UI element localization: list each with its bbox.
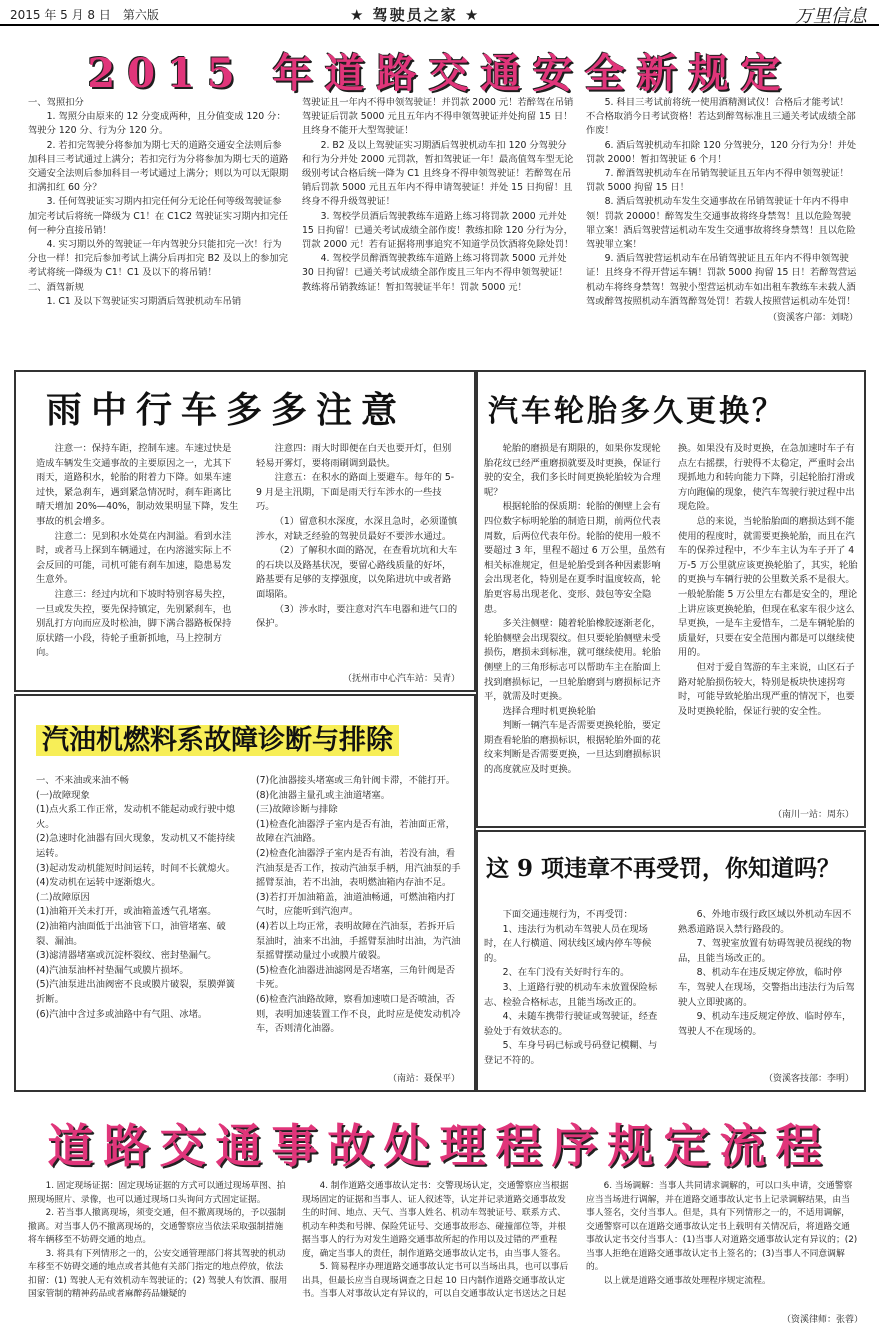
paragraph: 4. 制作道路交通事故认定书：交警现场认定，交通警察应当根据现场固定的证据和当事人、证人叙述等，认定并记录道路交通事故发生的时间、地点、天气、当事人姓名、机动车驾驶证号、联系方式、机动车种类和号牌、保险凭证号、交通事故形态、碰撞部位等，并根据当事人的行为对发生道路交通事故所起的作用以及过错的严重程度，确定当事人的责任，制作道路交通事故认定书，由当事人签名。	[302, 1181, 569, 1259]
nine-article	[476, 830, 866, 1092]
paragraph: 1、违法行为机动车驾驶人员在现场时，在人行横道、网状线区域内停车等候的。	[484, 923, 652, 964]
paragraph: 但对于爱自驾游的车主来说，山区石子路对轮胎损伤较大，特别是板块快速拐弯时，可能导致轮胎出现严重的情况下，也要及时更换轮胎，保证行驶的安全性。	[678, 661, 855, 717]
paragraph: 总的来说，当轮胎胎面的磨损达到不能使用的程度时，就需要更换轮胎，而且在汽车的保养过程中，不少车主认为车子开了 4 万-5 万公里就应该更换轮胎了，其实，轮胎的更换与车辆行驶的公里数关系不是很大。一般轮胎能 5 万公里左右都是安全的，理论上讲应该更换轮胎，但现在私家车很少这么早更换，一是车主爱惜车，二是车辆轮胎的质量好，只要在安全范围内都是可以继续使用的。	[678, 515, 858, 659]
paragraph: 3. 驾校学员酒后驾驶教练车道路上练习将罚款 2000 元并处 15 日拘留！已通关考试成绩全部作废！教练扣除 120 分行为分，罚款 2000 元！若有证据将刑事追究不知道学员饮酒将免除处罚！	[302, 210, 574, 251]
paragraph: (4)若以上均正常，表明故障在汽油泵，若拆开后泵油时，油来不出油，手摇臂泵油时出油，为汽油泵摇臂摆动量过小或膜片破裂。	[256, 920, 461, 962]
paragraph: 2. 若当事人撤离现场，须变交通，但不撤离现场的，予以强制撤离。对当事人仍不撤离现场的，交通警察应当依法采取强制措施将车辆移至不妨碍交通的地点。	[28, 1208, 286, 1245]
paragraph: (4)发动机在运转中逐渐熄火。	[36, 877, 161, 889]
nine-title: 这 9 项违章不再受罚，你知道吗？	[486, 855, 841, 882]
paragraph: 选择合理时机更换轮胎	[502, 705, 596, 717]
paragraph: 5. 科目三考试前将统一使用酒精测试仪！合格后才能考试！不合格取消今日考试资格！若达到醉驾标准且三通关考试成绩全部作废！	[586, 97, 856, 137]
fuel-title-text: 汽油机燃料系故障诊断与排除	[36, 725, 399, 756]
paragraph: (1)点火系工作正常，发动机不能起动或行驶中熄火。	[36, 804, 236, 830]
paragraph: 4、未随车携带行驶证或驾驶证，经查验处于有效状态的。	[484, 1011, 658, 1037]
accident-col1	[28, 1180, 290, 1302]
header-section: ★ 驾驶员之家 ★	[350, 6, 481, 24]
paragraph: (3)起动发动机能短时间运转，时间不长就熄火。	[36, 862, 236, 874]
paragraph: 注意五：在积水的路面上要避车。每年的 5-9 月是主汛期，下面是雨天行车涉水的一些技巧。	[256, 472, 455, 513]
paragraph: 以上就是道路交通事故处理程序规定流程。	[603, 1275, 771, 1286]
paragraph: 2. 若扣完驾驶分将参加为期七天的道路交通安全法则后参加科目三考试通过上满分；若扣完行为分将参加为期七天的道路交通安全法则后参加科目一考试通过上满分；则以为可以无限期扣满扣红 60 分？	[28, 139, 289, 194]
paragraph: 注意四：雨大时即便在白天也要开灯，但别轻易开雾灯，要将雨刷调到最快。	[256, 443, 452, 469]
paragraph: 6、外地市级行政区域以外机动车因不熟悉道路误入禁行路段的。	[678, 909, 852, 935]
rules-col1	[28, 96, 290, 368]
nine-col2	[678, 908, 860, 1039]
page-header	[0, 0, 879, 26]
rain-title: 雨中行车多多注意	[46, 389, 407, 431]
paragraph: (3)滤清器堵塞或沉淀杯裂纹、密封垫漏气。	[36, 950, 217, 962]
banner-new-rules: 2015 年道路交通安全新规定	[87, 50, 793, 97]
paragraph: 一、驾照扣分	[28, 97, 84, 108]
paragraph: 7、驾驶室放置有妨碍驾驶员视线的物品，且能当场改正的。	[678, 938, 852, 964]
paragraph: (1)检查化油器浮子室内是否有油，若油面正常，故障在汽油路。	[256, 818, 456, 845]
tire-article	[476, 370, 866, 828]
paragraph: 换。如果没有及时更换，在急加速时车子有点左右摇摆，行驶得不太稳定，严重时会出现抓地力和转向能力下降，引起轮胎打滑或方向跑偏的现象，使汽车驾驶行驶过程中出现危险。	[678, 443, 855, 513]
paragraph: 4. 驾校学员醉酒驾驶教练车道路上练习将罚款 5000 元并处 30 日拘留！已通关考试成绩全部作废且三年内不得申领驾驶证！教练将吊销教练证！暂扣驾驶证半年！罚款 5000 元！	[302, 253, 568, 293]
paragraph: 判断一辆汽车是否需要更换轮胎，要定期查看轮胎的磨损标识，根据轮胎外面的花纹来判断是否需要更换，一旦达到磨损标识的高度就应及时更换。	[484, 720, 661, 776]
tire-title: 汽车轮胎多久更换？	[488, 394, 785, 429]
rain-col2	[256, 442, 460, 632]
paragraph: 轮胎的磨损是有期限的，如果你发现轮胎花纹已经严重磨损就要及时更换，保证行驶的安全，我们多长时间更换轮胎较为合理呢？	[484, 443, 661, 498]
paragraph: 下面交通违规行为，不再受罚：	[502, 909, 633, 920]
paragraph: (1)油箱开关未打开，或油箱盖透气孔堵塞。	[36, 906, 217, 918]
paragraph: 1. 固定现场证据：固定现场证据的方式可以通过现场草图、拍照现场照片、录像，也可以通过现场口头询问方式固定证据。	[28, 1181, 286, 1205]
paragraph: 驾驶证且一年内不得申领驾驶证！并罚款 2000 元！若醉驾在吊销驾驶证后罚款 5000 元且五年内不得申领驾驶证并处拘留 15 日！且终身不能开大型驾驶证！	[302, 97, 574, 137]
accident-col2	[302, 1180, 574, 1302]
tire-credit: （南川一站：周东）	[772, 810, 854, 820]
paragraph: 1. C1 及以下驾驶证实习期酒后驾驶机动车吊销	[46, 295, 242, 307]
paragraph: 6. 当场调解：当事人共同请求调解的，可以口头申请，交通警察应当当场进行调解，并在道路交通事故认定书上记录调解结果，由当事人签名，交付当事人。但是，具有下列情形之一的，不适用调解，交通警察可以在道路交通事故认定书上载明有关情况后，将道路交通事故认定书交付当事人：(1)当事人对道路交通事故认定有异议的；(2)当事人拒绝在道路交通事故认定书上签名的；(3)当事人不同意调解的。	[586, 1181, 858, 1272]
paragraph: 3. 将具有下列情形之一的，公安交通管理部门将其驾驶的机动车移至不妨碍交通的地点或者其他有关部门指定的地点停放，依法扣留：(1) 驾驶人无有效机动车驾驶证的；(2) 驾驶人有饮酒、服用国家管制的精神药品或者麻醉药品嫌疑的	[28, 1248, 288, 1299]
paragraph: （1）留意积水深度，水深且急时，必须谨慎涉水，对缺乏经验的驾驶员最好不要涉水通过。	[256, 515, 458, 542]
paragraph: (5)检查化油器进油滤网是否堵塞，三角针阀是否卡死。	[256, 964, 456, 991]
paragraph: 一、不来油或来油不畅	[36, 775, 129, 786]
paragraph: 8. 酒后驾驶机动车发生交通事故在吊销驾驶证十年内不得申领！罚款 20000！醉驾发生交通事故将终身禁驾！且以危险驾驶罪立案！酒后驾驶营运机动车发生交通事故将终身禁驾！且以危险驾驶罪立案！	[586, 196, 856, 251]
article-credit: （资溪客户部：刘晓）	[767, 313, 858, 324]
paragraph: (一)故障现象	[36, 789, 90, 801]
paragraph: 9. 酒后驾驶营运机动车在吊销驾驶证且五年内不得申领驾驶证！且终身不得开营运车辆！罚款 5000 拘留 15 日！若醉驾营运机动车将终身禁驾！驾驶小型营运机动车如出租车教练车未载人酒驾或醉驾按照机动车酒驾醉驾处罚！若载人按照营运机动车处罚！	[586, 253, 857, 307]
paragraph: 注意二：见到积水处莫在内洞溢。看到水洼时，或者马上探到车辆通过，在内溶滋实际上不会反回的可能，司机可能有刹车加速，隐患易发生意外。	[36, 530, 232, 586]
tire-col2	[678, 442, 860, 719]
paragraph: (3)若打开加油箱盖，油道油畅通，可燃油箱内打气时，应能听到汽泡声。	[256, 891, 456, 918]
accident-col3	[586, 1180, 858, 1288]
nine-credit: （资溪客技部：李明）	[763, 1074, 854, 1084]
fuel-article	[14, 694, 476, 1092]
fuel-title	[36, 718, 399, 757]
banner-accident-process: 道路交通事故处理程序规定流程	[47, 1119, 832, 1173]
paragraph: 2. B2 及以上驾驶证实习期酒后驾驶机动车扣 120 分驾驶分和行为分并处 2000 元罚款，暂扣驾驶证一年！最高值驾车型无论级别考试合格后统一降为 C1 且终身不得申领驾驶证！若醉驾在吊销后罚款 5000 元且五年内不得申请驾驶证！并处 15 日拘留！且终身不得升级驾驶证！	[302, 139, 574, 208]
paragraph: (7)化油器接头堵塞或三角针阀卡滞，不能打开。	[256, 775, 456, 786]
paragraph: 注意一：保持车距，控制车速。车速过快是造成车辆发生交通事故的主要原因之一，尤其下雨天，道路积水，轮胎的附着力下降。如果车速过快，紧急刹车，遇到紧急情况时，刹车距离比晴天增加 20%—40%，制动效果明显下降，发生事故的机会增多。	[36, 443, 239, 527]
rain-col1	[36, 442, 240, 661]
paragraph: （3）涉水时，要注意对汽车电器和进气口的保护。	[256, 603, 458, 630]
rules-col2	[302, 96, 574, 368]
nine-col1	[484, 908, 666, 1069]
paragraph: (二)故障原因	[36, 891, 90, 903]
rules-col3	[586, 96, 858, 368]
paragraph: (2)油箱内油面低于出油管下口，油管堵塞、破裂、漏油。	[36, 920, 226, 947]
header-masthead: 万里信息	[795, 6, 867, 27]
paragraph: (2)急速时化油器有回火现象，发动机又不能持续运转。	[36, 833, 236, 859]
paragraph: 1. 驾照分由原来的 12 分变成两种，且分值变成 120 分：驾驶分 120 分、行为分 120 分。	[28, 111, 286, 137]
paragraph: 9、机动车违反规定停放、临时停车，驾驶人不在现场的。	[678, 1011, 852, 1037]
paragraph: (4)汽油泵油杯衬垫漏气或膜片损坏。	[36, 964, 189, 976]
fuel-col1	[36, 774, 242, 1022]
paragraph: 3、上道路行驶的机动车未放置保险标志、检验合格标志，且能当场改正的。	[484, 981, 658, 1008]
fuel-col2	[256, 774, 462, 1037]
fuel-credit: （南站：聂保平）	[387, 1074, 460, 1084]
paragraph: 2、在车门没有关好时行车的。	[502, 967, 630, 979]
paragraph: 7. 醉酒驾驶机动车在吊销驾驶证且五年内不得申领驾驶证！罚款 5000 拘留 15 日！	[586, 168, 849, 194]
paragraph: (三)故障诊断与排除	[256, 804, 338, 816]
paragraph: （2）了解积水面的路况，在查看坑坑和大车的石块以及路基状况，要留心路线质量的好坏，路基要有足够的支撑强度，以免陷进坑中或者路面塌陷。	[256, 545, 458, 600]
paragraph: 3. 任何驾驶证实习期内扣完任何分无论任何等级驾驶证参加完考试后将统一降级为 C1！在 C1C2 驾驶证实习期内扣完任何一种分直接吊销！	[28, 196, 288, 236]
paragraph: 多关注侧壁：随着轮胎橡胶逐渐老化，轮胎侧壁会出现裂纹。但只要轮胎侧壁未受损伤，磨损未到标准，就可继续使用。轮胎侧壁上的三角形标志可以帮助车主在胎面上找到磨损标记，一旦轮胎磨到与磨损标记齐平，就需及时更换。	[484, 618, 661, 703]
paragraph: 5. 简易程序办理道路交通事故认定书可以当场出具，也可以事后出具，但最长应当自现场调查之日起 10 日内制作道路交通事故认定书。当事人对事故认定有异议的，可以自交通事故认定书送达之日起	[302, 1262, 569, 1299]
paragraph: 二、酒驾新规	[28, 281, 84, 293]
paragraph: (8)化油器主量孔或主油道堵塞。	[256, 789, 391, 801]
paragraph: 根据轮胎的保质期：轮胎的侧壁上会有四位数字标明轮胎的制造日期，前两位代表周数，后两位代表年份。轮胎的使用一般不要超过 3 年，里程不超过 6 万公里，虽然有相关标准规定，但是轮胎受到各种因素影响会出现老化，特别是在夏季时温度较高，轮胎更容易出现老化、变形、鼓包等安全隐患。	[484, 501, 666, 615]
paragraph: 6. 酒后驾驶机动车扣除 120 分驾驶分，120 分行为分！并处罚款 2000！暂扣驾驶证 6 个月！	[586, 139, 857, 165]
paragraph: (2)检查化油器浮子室内是否有油，若没有油，看汽油泵是否工作，按动汽油泵手柄，用汽油泵的手摇臂泵油，若不出油，表明燃油箱内存油不足。	[256, 847, 461, 889]
rain-credit: （抚州市中心汽车站：吴青）	[342, 674, 460, 684]
paragraph: (6)汽油中含过多或油路中有气阻、冰堵。	[36, 1008, 208, 1020]
paragraph: (5)汽油泵进出油阀密不良或膜片破裂，泵膜弹簧折断。	[36, 979, 236, 1005]
paragraph: 4. 实习期以外的驾驶证一年内驾驶分只能扣完一次！行为分也一样！扣完后参加考试上满分后再扣完 B2 及以上的参加完考试将统一降级为 C1！C1 及以下的将吊销！	[28, 239, 288, 279]
header-date: 2015 年 5 月 8 日 第六版	[10, 8, 159, 22]
tire-col1	[484, 442, 666, 778]
paragraph: 注意三：经过内坑和下坡时特别容易失控，一旦或发失控，要先保持镇定，先别紧刹车，也别乱打方向而应及时松油，脚下满合器路板保持原状踏一小段，待轮子重新抓地，马上控制方向。	[36, 588, 232, 659]
paragraph: 5、车身号码已标或号码登记模糊、与登记不符的。	[484, 1040, 658, 1066]
paragraph: 8、机动车在违反规定停放，临时停车，驾驶人在现场，交警指出违法行为后驾驶人立即驶离的。	[678, 967, 855, 1008]
accident-credit: （资溪律师：张蓉）	[781, 1315, 863, 1325]
rain-article	[14, 370, 476, 692]
paragraph: (6)检查汽油路故障，察看加速喷口是否喷油，否则，表明加速装置工作不良，此时应是使发动机冷车，否则清化油器。	[256, 993, 461, 1035]
